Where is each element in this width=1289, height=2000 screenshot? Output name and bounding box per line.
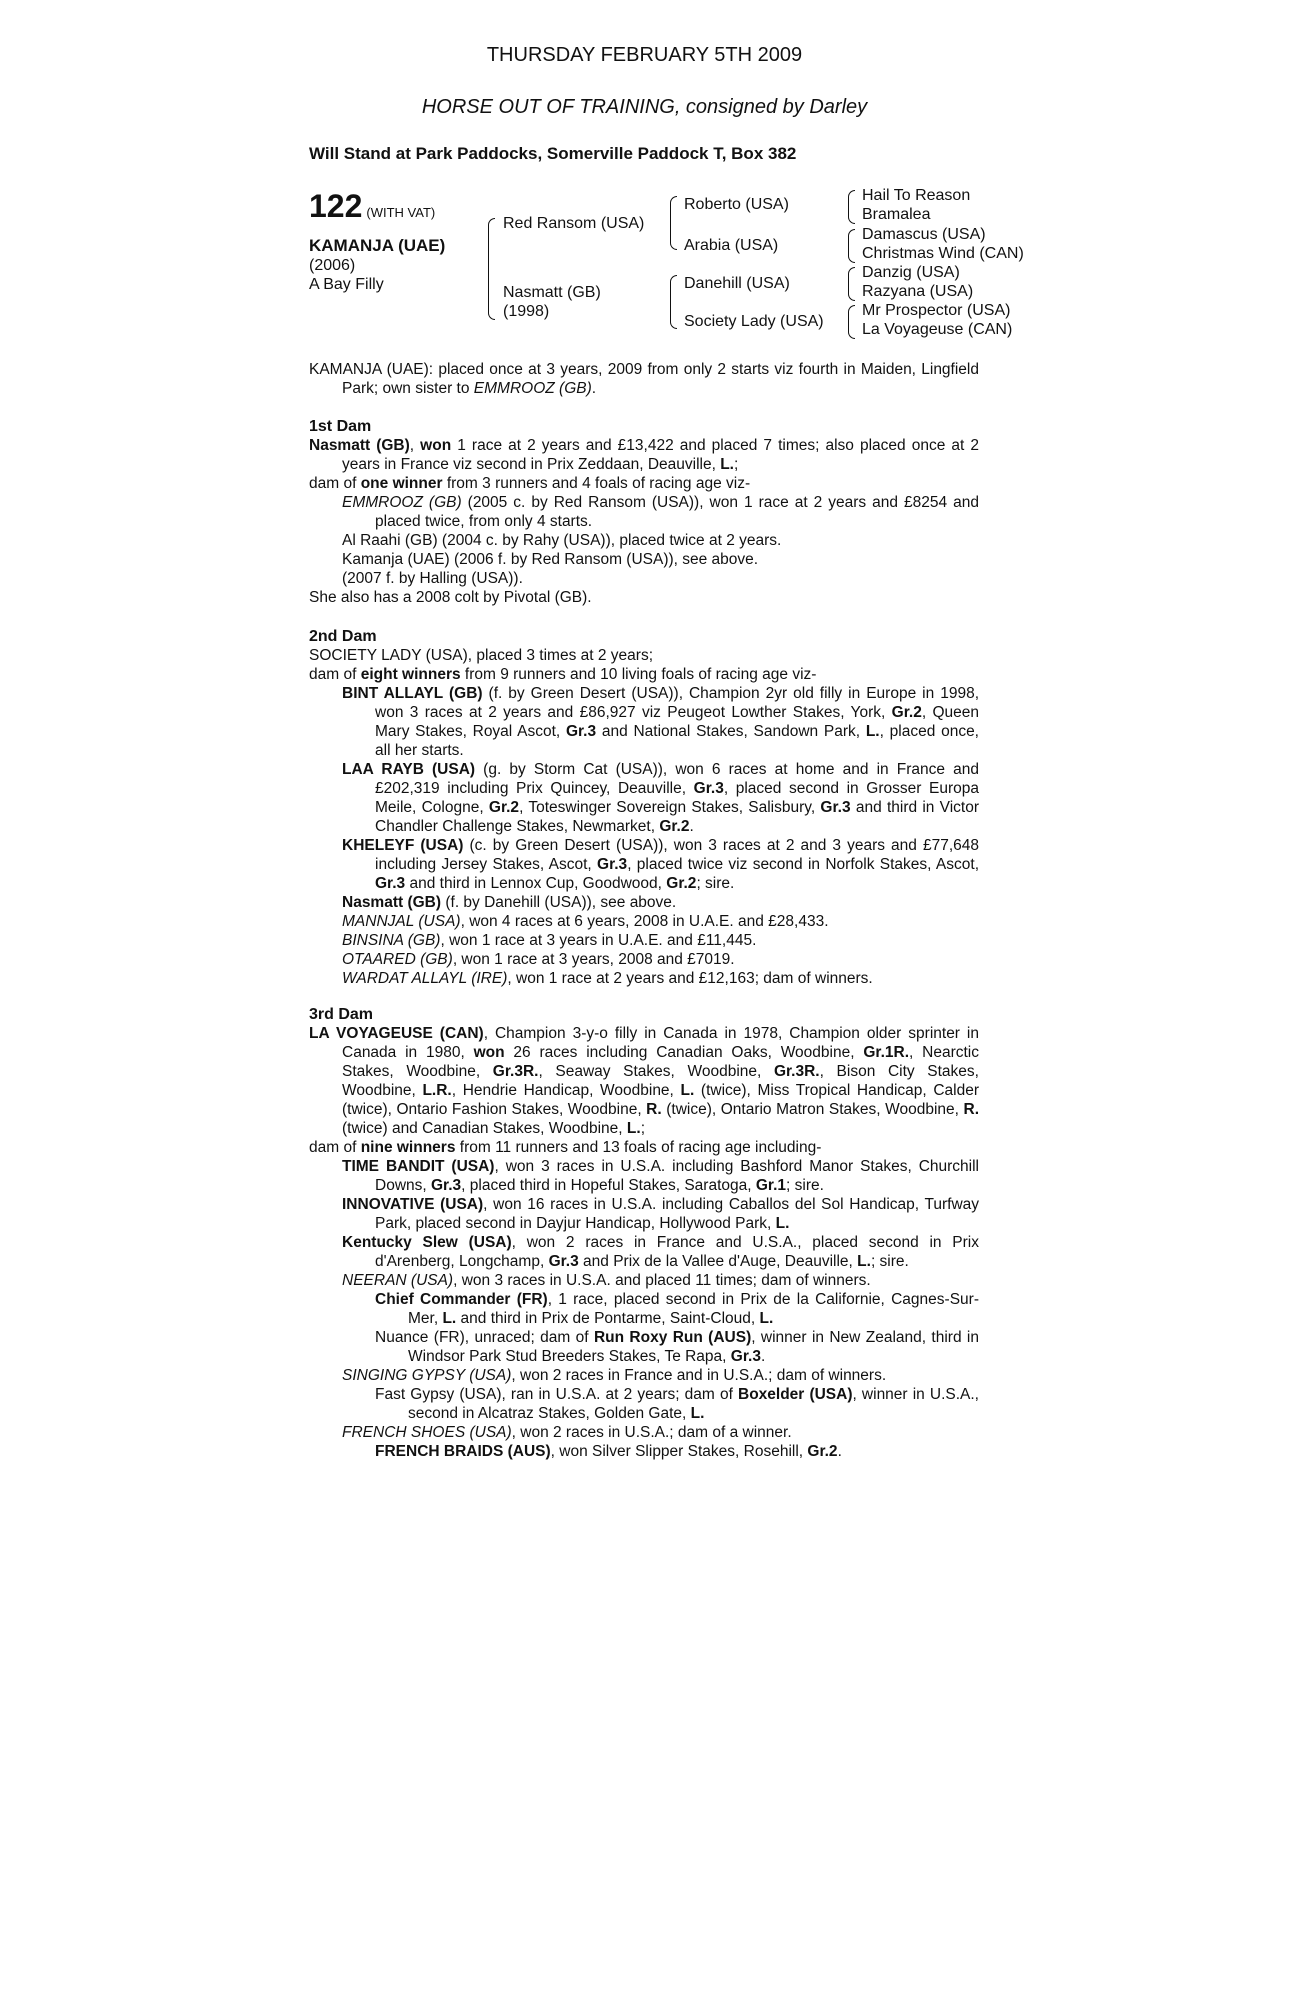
text-fragment: , won 2 races in France and U.S.A., placed second in Prix d'Arenberg, Longchamp,: [375, 1234, 979, 1270]
text-fragment: L.R.: [422, 1082, 452, 1099]
text-fragment: L.: [865, 723, 880, 740]
third-dam-record: [309, 1024, 979, 1138]
text-fragment: (f. by Danehill (USA)), see above.: [441, 894, 677, 911]
text-fragment: Gr.3: [693, 780, 724, 797]
text-fragment: Gr.3R.: [492, 1063, 539, 1080]
text-fragment: won: [473, 1044, 505, 1061]
text-fragment: , placed twice viz second in Norfolk Stakes, Ascot,: [627, 856, 980, 873]
text-fragment: , won 1 race at 3 years, 2008 and £7019.: [452, 951, 735, 968]
brace-sire: [670, 196, 677, 250]
text-fragment: , won 2 races in U.S.A.; dam of a winner.: [511, 1424, 792, 1441]
first-dam-produce-summary: [309, 474, 979, 493]
second-dam-produce-item: [309, 931, 979, 950]
first-dam-produce-item: Al Raahi (GB) (2004 c. by Rahy (USA)), placed twice at 2 years.: [342, 532, 782, 549]
text-fragment: Gr.2: [659, 818, 690, 835]
brace-gen1: [488, 218, 495, 320]
text-fragment: and third in Victor Chandler Challenge Stakes, Newmarket,: [375, 799, 979, 835]
text-fragment: dam of: [309, 1139, 361, 1156]
text-fragment: , won Silver Slipper Stakes, Rosehill,: [550, 1443, 808, 1460]
text-fragment: LAA RAYB (USA): [342, 761, 476, 778]
pedigree-sire-sire: Roberto (USA): [684, 196, 789, 213]
text-fragment: one winner: [360, 475, 443, 492]
third-dam-produce-item: [309, 1157, 979, 1195]
pedigree-dss: Danzig (USA): [862, 264, 960, 281]
text-fragment: , Queen Mary Stakes, Royal Ascot,: [375, 704, 980, 740]
text-fragment: dam of: [309, 666, 361, 683]
text-fragment: Run Roxy Run (AUS): [593, 1329, 752, 1346]
third-dam-produce-item: [309, 1366, 979, 1385]
text-fragment: , Bison City Stakes, Woodbine,: [342, 1063, 979, 1099]
horse-year: (2006): [309, 257, 356, 274]
text-fragment: L.: [759, 1310, 774, 1327]
pedigree-dam-dam: Society Lady (USA): [684, 313, 824, 330]
text-fragment: Gr.1: [755, 1177, 787, 1194]
text-fragment: L.: [626, 1120, 641, 1137]
text-fragment: BINT ALLAYL (GB): [342, 685, 483, 702]
text-fragment: and National Stakes, Sandown Park,: [596, 723, 866, 740]
pedigree-sds: Damascus (USA): [862, 226, 986, 243]
text-fragment: Kentucky Slew (USA): [342, 1234, 512, 1251]
text-fragment: , Toteswinger Sovereign Stakes, Salisbury,: [519, 799, 821, 816]
text-fragment: L.: [680, 1082, 695, 1099]
text-fragment: , won 1 race at 2 years and £12,163; dam of winners.: [507, 970, 873, 987]
text-fragment: R.: [646, 1101, 662, 1118]
brace-ds: [848, 267, 855, 301]
third-dam-grandproduce-item: [309, 1442, 979, 1461]
text-fragment: and third in Prix de Pontarme, Saint-Cloud,: [456, 1310, 760, 1327]
text-fragment: ,: [409, 437, 421, 454]
pedigree-dsd: Razyana (USA): [862, 283, 974, 300]
text-fragment: , Champion 3-y-o filly in Canada in 1978, Champion older sprinter in Canada in 1980,: [342, 1025, 979, 1061]
pedigree-dam: Nasmatt (GB): [503, 284, 601, 301]
text-fragment: dam of: [309, 475, 361, 492]
first-dam-section: [309, 417, 979, 607]
text-fragment: L.: [775, 1215, 790, 1232]
text-fragment: INNOVATIVE (USA): [342, 1196, 484, 1213]
text-fragment: nine winners: [360, 1139, 456, 1156]
second-dam-heading: 2nd Dam: [309, 628, 377, 645]
brace-ss: [848, 190, 855, 224]
pedigree-dam-year: (1998): [503, 303, 550, 320]
text-fragment: (f. by Green Desert (USA)), Champion 2yr old filly in Europe in 1998, won 3 races at 2 years and £86,927 viz Peugeot Lowther Stakes, York,: [375, 685, 979, 721]
text-fragment: .: [760, 1348, 766, 1365]
text-fragment: R.: [963, 1101, 979, 1118]
text-fragment: 1 race at 2 years and £13,422 and placed 7 times; also placed once at 2 years in France viz second in Prix Zeddaan, Deauville,: [342, 437, 979, 473]
text-fragment: Fast Gypsy (USA), ran in U.S.A. at 2 years; dam of: [375, 1386, 738, 1403]
third-dam-grandproduce-item: [309, 1385, 979, 1423]
text-fragment: ; sire.: [786, 1177, 824, 1194]
text-fragment: (twice), Ontario Matron Stakes, Woodbine,: [661, 1101, 964, 1118]
second-dam-produce-item: [309, 836, 979, 893]
text-fragment: KHELEYF (USA): [342, 837, 464, 854]
second-dam-produce-item: [309, 912, 979, 931]
text-fragment: , won 4 races at 6 years, 2008 in U.A.E. and £28,433.: [460, 913, 829, 930]
text-fragment: , placed second in Grosser Europa Meile, Cologne,: [375, 780, 979, 816]
third-dam-produce-summary: [309, 1138, 979, 1157]
summary-text: KAMANJA (UAE): placed once at 3 years, 2009 from only 2 starts viz fourth in Maiden, Lingfield Park; own sister to: [309, 361, 979, 397]
text-fragment: ; sire.: [696, 875, 735, 892]
third-dam-heading: 3rd Dam: [309, 1006, 374, 1023]
text-fragment: OTAARED (GB): [342, 951, 453, 968]
text-fragment: from 9 runners and 10 living foals of racing age viz-: [460, 666, 817, 683]
horse-name: KAMANJA (UAE): [309, 236, 446, 255]
text-fragment: L.: [442, 1310, 457, 1327]
third-dam-section: [309, 1005, 979, 1461]
text-fragment: ;: [734, 456, 739, 473]
text-fragment: , won 2 races in France and in U.S.A.; dam of winners.: [511, 1367, 887, 1384]
text-fragment: 26 races including Canadian Oaks, Woodbine,: [504, 1044, 864, 1061]
text-fragment: BINSINA (GB): [342, 932, 441, 949]
horse-summary: [309, 360, 979, 398]
third-dam-produce-item: [309, 1233, 979, 1271]
text-fragment: Gr.2: [488, 799, 520, 816]
text-fragment: FRENCH SHOES (USA): [342, 1424, 512, 1441]
text-fragment: (twice) and Canadian Stakes, Woodbine,: [342, 1120, 627, 1137]
text-fragment: Gr.2: [891, 704, 922, 721]
third-dam-grandproduce-item: [309, 1290, 979, 1328]
pedigree-sdd: Christmas Wind (CAN): [862, 245, 1024, 262]
text-fragment: (twice), Miss Tropical Handicap, Calder (twice), Ontario Fashion Stakes, Woodbine,: [342, 1082, 979, 1118]
third-dam-produce-item: [309, 1195, 979, 1233]
text-fragment: Chief Commander (FR): [375, 1291, 548, 1308]
text-fragment: .: [689, 818, 694, 835]
text-fragment: (c. by Green Desert (USA)), won 3 races at 2 and 3 years and £77,648 including Jersey Stakes, Ascot,: [375, 837, 979, 873]
text-fragment: Gr.3: [597, 856, 628, 873]
first-dam-produce-item: [309, 493, 979, 531]
brace-sd: [848, 229, 855, 263]
text-fragment: SINGING GYPSY (USA): [342, 1367, 512, 1384]
first-dam-heading: 1st Dam: [309, 418, 372, 435]
summary-sibling: EMMROOZ (GB): [473, 380, 592, 397]
text-fragment: , placed once, all her starts.: [375, 723, 979, 759]
text-fragment: WARDAT ALLAYL (IRE): [342, 970, 508, 987]
text-fragment: , placed third in Hopeful Stakes, Saratoga,: [461, 1177, 756, 1194]
text-fragment: Boxelder (USA): [738, 1386, 853, 1403]
pedigree-ssd: Bramalea: [862, 206, 931, 223]
text-fragment: , Seaway Stakes, Woodbine,: [538, 1063, 774, 1080]
second-dam-produce-summary: [309, 665, 979, 684]
brace-dam: [670, 275, 677, 329]
pedigree-sss: Hail To Reason: [862, 187, 971, 204]
text-fragment: , Nearctic Stakes, Woodbine,: [342, 1044, 979, 1080]
text-fragment: , won 3 races in U.S.A. including Bashford Manor Stakes, Churchill Downs,: [375, 1158, 979, 1194]
text-fragment: Nasmatt (GB): [309, 437, 410, 454]
text-fragment: FRENCH BRAIDS (AUS): [375, 1443, 551, 1460]
stand-location: Will Stand at Park Paddocks, Somerville Paddock T, Box 382: [309, 144, 797, 163]
text-fragment: , 1 race, placed second in Prix de la Californie, Cagnes-Sur-Mer,: [408, 1291, 979, 1327]
second-dam-record: SOCIETY LADY (USA), placed 3 times at 2 years;: [309, 647, 654, 664]
pedigree-dam-sire: Danehill (USA): [684, 275, 790, 292]
text-fragment: Gr.1R.: [863, 1044, 910, 1061]
text-fragment: Gr.3: [820, 799, 851, 816]
text-fragment: .: [837, 1443, 842, 1460]
text-fragment: ; sire.: [870, 1253, 909, 1270]
first-dam-record: [309, 436, 979, 474]
first-dam-note: She also has a 2008 colt by Pivotal (GB).: [309, 589, 592, 606]
second-dam-produce-item: [309, 969, 979, 988]
pedigree-ddd: La Voyageuse (CAN): [862, 321, 1013, 338]
vat-note: (WITH VAT): [366, 205, 436, 220]
brace-dd: [848, 305, 855, 339]
text-fragment: and third in Lennox Cup, Goodwood,: [405, 875, 667, 892]
text-fragment: won: [420, 437, 452, 454]
text-fragment: Gr.3R.: [773, 1063, 820, 1080]
text-fragment: TIME BANDIT (USA): [342, 1158, 495, 1175]
text-fragment: Gr.2: [666, 875, 697, 892]
first-dam-produce-item: Kamanja (UAE) (2006 f. by Red Ransom (USA)), see above.: [342, 551, 759, 568]
text-fragment: , winner in U.S.A., second in Alcatraz Stakes, Golden Gate,: [408, 1386, 979, 1422]
third-dam-produce-item: [309, 1271, 979, 1290]
text-fragment: from 11 runners and 13 foals of racing age including-: [455, 1139, 822, 1156]
text-fragment: , Hendrie Handicap, Woodbine,: [451, 1082, 681, 1099]
text-fragment: Gr.3: [375, 875, 406, 892]
text-fragment: and Prix de la Vallee d'Auge, Deauville,: [578, 1253, 858, 1270]
first-dam-produce-item: (2007 f. by Halling (USA)).: [342, 570, 523, 587]
second-dam-produce-item: [309, 893, 979, 912]
text-fragment: NEERAN (USA): [342, 1272, 454, 1289]
second-dam-produce-item: [309, 760, 979, 836]
third-dam-produce-item: [309, 1423, 979, 1442]
text-fragment: eight winners: [360, 666, 461, 683]
text-fragment: Nuance (FR), unraced; dam of: [375, 1329, 594, 1346]
text-fragment: L.: [720, 456, 734, 473]
pedigree-dds: Mr Prospector (USA): [862, 302, 1011, 319]
third-dam-grandproduce-item: [309, 1328, 979, 1366]
second-dam-produce-item: [309, 684, 979, 760]
text-fragment: LA VOYAGEUSE (CAN): [309, 1025, 484, 1042]
text-fragment: from 3 runners and 4 foals of racing age viz-: [442, 475, 751, 492]
text-fragment: Gr.3: [730, 1348, 761, 1365]
text-fragment: L.: [690, 1405, 705, 1422]
second-dam-produce-item: [309, 950, 979, 969]
text-fragment: , won 3 races in U.S.A. and placed 11 times; dam of winners.: [453, 1272, 871, 1289]
text-fragment: MANNJAL (USA): [342, 913, 461, 930]
text-fragment: (2005 c. by Red Ransom (USA)), won 1 race at 2 years and £8254 and placed twice, from only 4 starts.: [375, 494, 979, 530]
text-fragment: Gr.3: [431, 1177, 462, 1194]
text-fragment: , winner in New Zealand, third in Windsor Park Stud Breeders Stakes, Te Rapa,: [408, 1329, 979, 1365]
text-fragment: ;: [640, 1120, 645, 1137]
text-fragment: Gr.3: [548, 1253, 579, 1270]
text-fragment: , won 1 race at 3 years in U.A.E. and £11,445.: [440, 932, 757, 949]
text-fragment: , won 16 races in U.S.A. including Caballos del Sol Handicap, Turfway Park, placed second in Dayjur Handicap, Hollywood Park,: [375, 1196, 980, 1232]
pedigree-sire: Red Ransom (USA): [503, 215, 645, 232]
lot-number-value: 122: [309, 188, 363, 224]
text-fragment: Nasmatt (GB): [342, 894, 442, 911]
lot-number: [309, 188, 435, 231]
text-fragment: (g. by Storm Cat (USA)), won 6 races at home and in France and £202,319 including Prix Quincey, Deauville,: [375, 761, 979, 797]
consignment-subtitle: HORSE OUT OF TRAINING, consigned by Darley: [421, 96, 868, 118]
second-dam-section: [309, 627, 979, 988]
text-fragment: L.: [857, 1253, 871, 1270]
text-fragment: EMMROOZ (GB): [342, 494, 462, 511]
pedigree-sire-dam: Arabia (USA): [684, 237, 779, 254]
horse-description: A Bay Filly: [309, 276, 384, 293]
text-fragment: Gr.3: [565, 723, 597, 740]
sale-date: THURSDAY FEBRUARY 5TH 2009: [486, 44, 803, 66]
text-fragment: Gr.2: [807, 1443, 838, 1460]
summary-end: .: [591, 380, 597, 397]
